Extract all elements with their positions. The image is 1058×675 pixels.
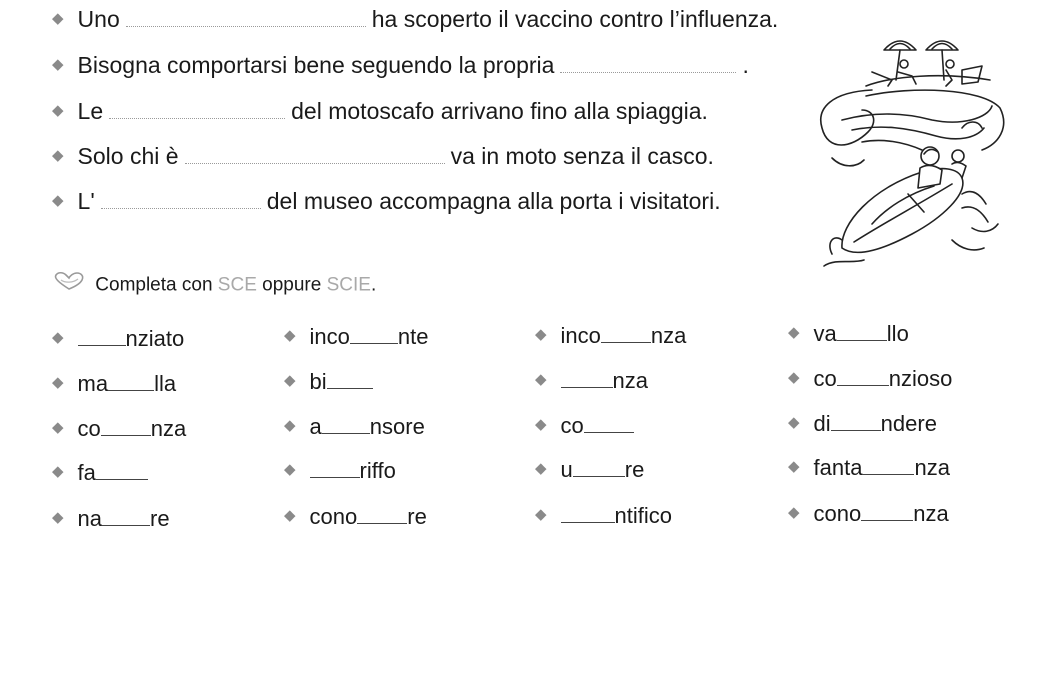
heading-option-scie: SCIE — [326, 274, 371, 296]
sentence-4-before: Solo chi è — [77, 143, 179, 169]
diamond-bullet-icon: ◆ — [52, 374, 64, 392]
diamond-bullet-icon: ◆ — [52, 146, 64, 164]
diamond-bullet-icon: ◆ — [788, 324, 800, 342]
diamond-bullet-icon: ◆ — [535, 416, 547, 434]
word-item: ◆ fanta nza — [788, 453, 950, 483]
diamond-bullet-icon: ◆ — [788, 414, 800, 432]
word-blank[interactable] — [837, 324, 887, 341]
sentence-1 — [52, 4, 778, 34]
word-item: ◆ ntifico — [535, 501, 672, 531]
word-item: ◆ cono nza — [788, 499, 949, 529]
sentence-3-blank[interactable] — [109, 100, 285, 119]
word-item: ◆ a nsore — [284, 412, 425, 442]
word-blank[interactable] — [96, 463, 148, 480]
word-item: ◆ u re — [535, 455, 644, 485]
heading-end: . — [370, 274, 377, 296]
word-item: ◆ nziato — [52, 324, 184, 354]
diamond-bullet-icon: ◆ — [52, 509, 64, 527]
diamond-bullet-icon: ◆ — [52, 191, 64, 209]
diamond-bullet-icon: ◆ — [52, 463, 64, 481]
word-blank[interactable] — [861, 504, 913, 521]
sentence-2-after: . — [742, 52, 749, 78]
word-item: ◆ na re — [52, 504, 170, 534]
umbrella-icon — [884, 41, 916, 80]
word-blank[interactable] — [322, 417, 370, 434]
sentence-1-blank[interactable] — [126, 8, 366, 27]
diamond-bullet-icon: ◆ — [284, 461, 296, 479]
sunbather-figure — [946, 60, 982, 86]
word-item: ◆ cono re — [284, 502, 427, 532]
diamond-bullet-icon: ◆ — [52, 55, 64, 73]
word-item: ◆ co nza — [52, 414, 186, 444]
word-item: ◆ co — [535, 411, 634, 441]
word-item: ◆ co nzioso — [788, 364, 952, 394]
word-blank[interactable] — [561, 506, 615, 523]
diamond-bullet-icon: ◆ — [535, 460, 547, 478]
wake-swirl — [821, 90, 874, 145]
word-item: ◆ bi — [284, 367, 373, 397]
word-item: ◆ inco nza — [535, 321, 686, 351]
diamond-bullet-icon: ◆ — [284, 372, 296, 390]
sentence-5-blank[interactable] — [101, 190, 261, 209]
word-blank[interactable] — [101, 419, 151, 436]
word-blank[interactable] — [108, 374, 154, 391]
word-blank[interactable] — [831, 414, 881, 431]
word-item: ◆ di ndere — [788, 409, 937, 439]
diamond-bullet-icon: ◆ — [52, 101, 64, 119]
word-blank[interactable] — [310, 461, 360, 478]
word-blank[interactable] — [561, 371, 613, 388]
sentence-2-blank[interactable] — [560, 54, 736, 73]
word-item: ◆ inco nte — [284, 322, 429, 352]
word-item: ◆ nza — [535, 366, 648, 396]
diamond-bullet-icon: ◆ — [284, 507, 296, 525]
word-blank[interactable] — [601, 326, 651, 343]
sentence-4 — [52, 141, 714, 171]
heading-connector: oppure — [262, 274, 322, 296]
word-blank[interactable] — [78, 329, 126, 346]
sentence-3 — [52, 96, 708, 126]
word-blank[interactable] — [327, 372, 373, 389]
word-blank[interactable] — [837, 369, 889, 386]
sentence-2 — [52, 50, 749, 80]
exercise-heading — [52, 271, 376, 299]
sentence-3-after: del motoscafo arrivano fino alla spiaggia. — [291, 98, 708, 124]
sentence-4-blank[interactable] — [185, 145, 445, 164]
diamond-bullet-icon: ◆ — [535, 371, 547, 389]
word-item: ◆ va llo — [788, 319, 909, 349]
motorboat-illustration — [812, 28, 1010, 268]
heading-option-sce: SCE — [217, 274, 257, 296]
sentence-5-before: L' — [77, 188, 95, 214]
word-blank[interactable] — [102, 509, 150, 526]
diamond-bullet-icon: ◆ — [788, 458, 800, 476]
heart-icon — [52, 271, 86, 300]
word-blank[interactable] — [350, 327, 398, 344]
diamond-bullet-icon: ◆ — [52, 419, 64, 437]
sentence-4-after: va in moto senza il casco. — [450, 143, 714, 169]
diamond-bullet-icon: ◆ — [788, 369, 800, 387]
word-item: ◆ fa — [52, 458, 148, 488]
heading-prefix: Completa con — [95, 274, 213, 296]
sentence-5-after: del museo accompagna alla porta i visitatori. — [266, 188, 721, 214]
word-blank[interactable] — [584, 416, 634, 433]
diamond-bullet-icon: ◆ — [52, 329, 64, 347]
word-blank[interactable] — [357, 507, 407, 524]
diamond-bullet-icon: ◆ — [788, 504, 800, 522]
diamond-bullet-icon: ◆ — [535, 506, 547, 524]
splash — [830, 238, 842, 254]
word-item: ◆ ma lla — [52, 369, 176, 399]
sentence-2-before: Bisogna comportarsi bene seguendo la propria — [77, 52, 555, 78]
diamond-bullet-icon: ◆ — [284, 327, 296, 345]
word-blank[interactable] — [573, 460, 625, 477]
word-item: ◆ riffo — [284, 456, 396, 486]
diamond-bullet-icon: ◆ — [284, 417, 296, 435]
diamond-bullet-icon: ◆ — [535, 326, 547, 344]
sentence-5 — [52, 186, 721, 216]
sentence-1-before: Uno — [77, 6, 120, 32]
word-blank[interactable] — [862, 458, 914, 475]
sentence-1-after: ha scoperto il vaccino contro l’influenza. — [371, 6, 779, 32]
sentence-3-before: Le — [77, 98, 104, 124]
diamond-bullet-icon: ◆ — [52, 9, 64, 27]
